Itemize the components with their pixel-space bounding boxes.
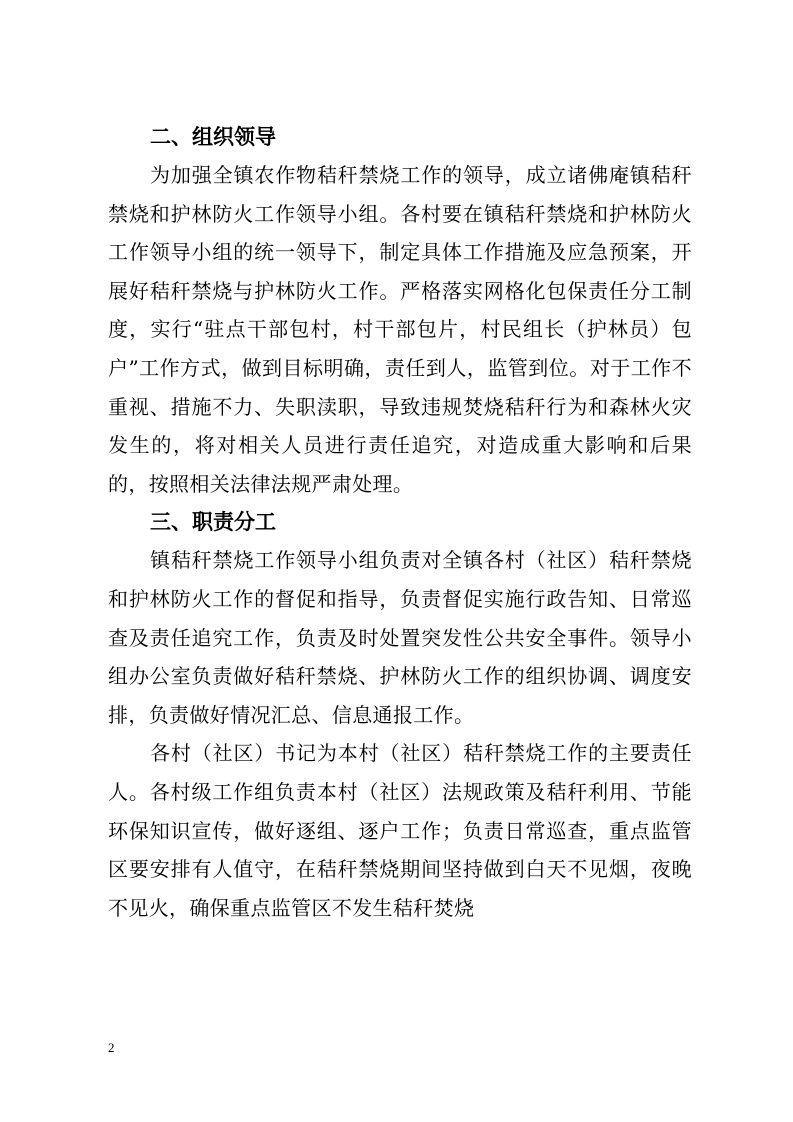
section-heading-duties: 三、职责分工 bbox=[150, 510, 276, 535]
paragraph-duties-village: 各村（社区）书记为本村（社区）秸秆禁烧工作的主要责任人。各村级工作组负责本村（社区）法规政策及秸秆利用、节能环保知识宣传，做好逐组、逐户工作；负责日常巡查，重点监管区要安排有人值守，在秸秆禁烧期间坚持做到白天不见烟，夜晚不见火，确保重点监管区不发生秸秆焚烧 bbox=[108, 741, 692, 920]
paragraph-duties-leadership: 镇秸秆禁烧工作领导小组负责对全镇各村（社区）秸秆禁烧和护林防火工作的督促和指导，负责督促实施行政告知、日常巡查及责任追究工作，负责及时处置突发性公共安全事件。领导小组办公室负责做好秸秆禁烧、护林防火工作的组织协调、调度安排，负责做好情况汇总、信息通报工作。 bbox=[108, 548, 692, 727]
page-number: 2 bbox=[108, 1040, 115, 1055]
document-body bbox=[108, 118, 692, 927]
section-heading-organization: 二、组织领导 bbox=[150, 125, 276, 149]
paragraph-organization: 为加强全镇农作物秸秆禁烧工作的领导，成立诸佛庵镇秸秆禁烧和护林防火工作领导小组。各村要在镇秸秆禁烧和护林防火工作领导小组的统一领导下，制定具体工作措施及应急预案，开展好秸秆禁烧与护林防火工作。严格落实网格化包保责任分工制度，实行“驻点干部包村，村干部包片，村民组长（护林员）包户”工作方式，做到目标明确，责任到人，监管到位。对于工作不重视、措施不力、失职渎职，导致违规焚烧秸秆行为和森林火灾发生的，将对相关人员进行责任追究，对造成重大影响和后果的，按照相关法律法规严肃处理。 bbox=[108, 163, 692, 496]
